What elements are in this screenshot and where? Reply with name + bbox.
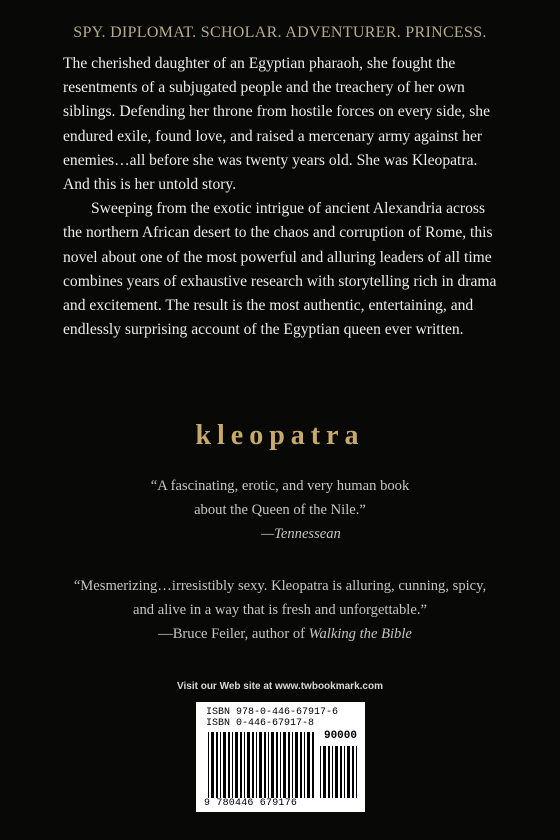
review-quote-2 — [0, 574, 560, 646]
quote-2-book-title: Walking the Bible — [308, 626, 412, 642]
quote-1-line-2: about the Queen of the Nile.” — [194, 502, 366, 518]
barcode-digits: 9 780446 679176 — [204, 798, 298, 809]
isbn-13: ISBN 978-0-446-67917-6 — [206, 707, 339, 718]
back-cover-blurb — [63, 52, 503, 342]
blurb-paragraph-1: The cherished daughter of an Egyptian pharaoh, she fought the resentments of a subjugated people and the treachery of her own siblings. Defending her throne from hostile forces on every side, she endured exile, found love, and raised a mercenary army against her enemies…all before she was twenty years old. She was Kleopatra. And this is her untold story. — [63, 55, 490, 194]
quote-1-line-1: “A fascinating, erotic, and very human book — [150, 478, 410, 494]
publisher-website: Visit our Web site at www.twbookmark.com — [177, 681, 383, 692]
quote-1-attribution — [0, 522, 560, 546]
isbn-barcode — [196, 702, 365, 812]
price-code: 90000 — [323, 730, 357, 742]
tagline: SPY. DIPLOMAT. SCHOLAR. ADVENTURER. PRINCESS. — [73, 24, 487, 41]
blurb-paragraph-2: Sweeping from the exotic intrigue of ancient Alexandria across the northern African desert to the chaos and corruption of Rome, this novel about one of the most powerful and alluring leaders of all time combines years of exhaustive research with storytelling rich in drama and excitement. The result is the most authentic, entertaining, and endlessly surprising account of the Egyptian queen ever written. — [63, 200, 497, 339]
review-quote-1 — [0, 474, 560, 546]
isbn-10: ISBN 0-446-67917-8 — [206, 718, 315, 729]
quote-2-attribution — [0, 622, 560, 646]
quote-2-line-2: and alive in a way that is fresh and unforgettable.” — [133, 602, 427, 618]
title-wordmark: kleopatra — [195, 420, 365, 451]
quote-2-author: —Bruce Feiler, author of — [158, 626, 309, 642]
quote-1-source: —Tennessean — [261, 526, 341, 542]
quote-2-line-1: “Mesmerizing…irresistibly sexy. Kleopatra is alluring, cunning, spicy, — [73, 578, 487, 594]
